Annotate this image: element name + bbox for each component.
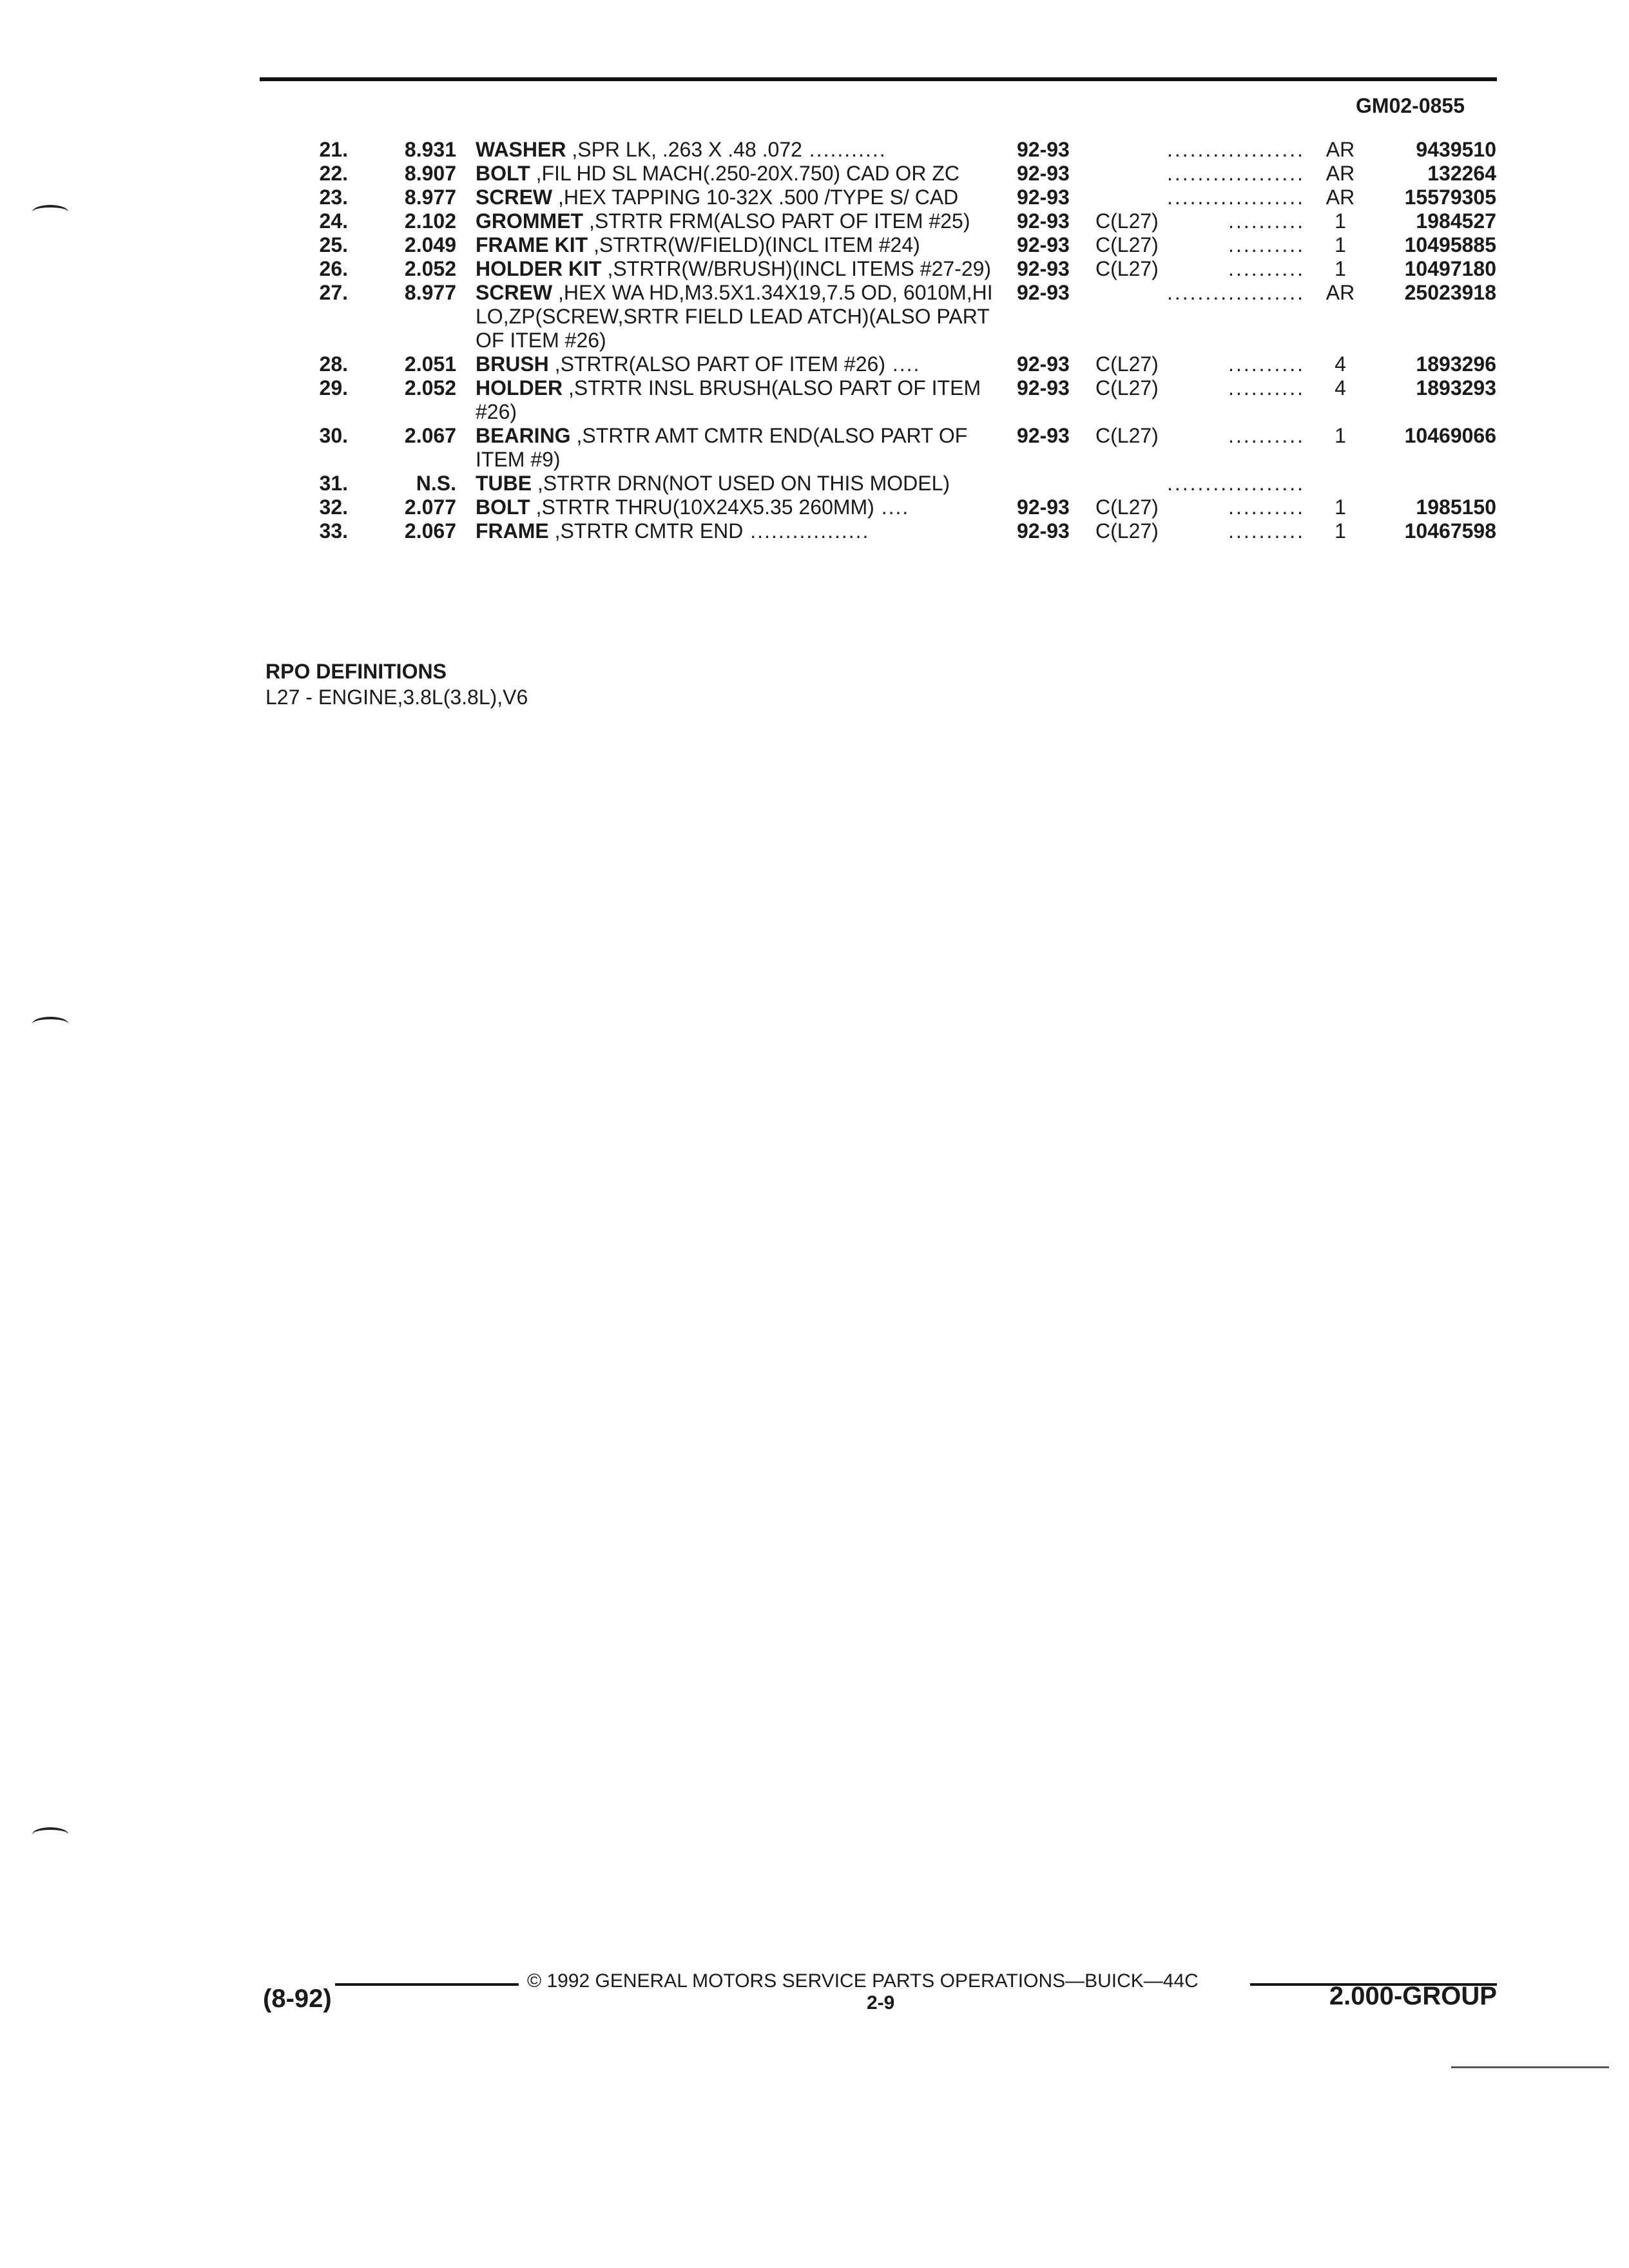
footer-page-number: 2-9 [867, 1992, 895, 2013]
leader-dots: ................. [743, 519, 870, 543]
part-description [476, 162, 1004, 186]
part-number: 1984527 [1416, 209, 1496, 233]
group-number: 2.051 [404, 352, 456, 376]
group-number: 8.907 [404, 162, 456, 185]
leader-dots: .................. [1166, 138, 1305, 161]
binder-hole-mark [32, 1827, 68, 1841]
item-number: 32. [319, 495, 348, 519]
item-number: 24. [319, 209, 348, 233]
leader-dots: .................. [1166, 162, 1305, 185]
part-description [476, 495, 1004, 519]
part-detail: ,FIL HD SL MACH(.250-20X.750) CAD OR ZC [530, 162, 959, 185]
group-number: 2.049 [404, 233, 456, 256]
group-number: 2.102 [404, 209, 456, 233]
parts-list [0, 138, 1629, 543]
model-years: 92-93 [1017, 138, 1070, 161]
part-description [476, 186, 1004, 209]
parts-row [0, 186, 1629, 209]
part-detail: ,STRTR(W/FIELD)(INCL ITEM #24) [588, 233, 920, 256]
leader-dots: .......... [1228, 352, 1305, 376]
item-number: 30. [319, 424, 348, 447]
leader-dots: .......... [1228, 519, 1305, 543]
parts-row [0, 209, 1629, 233]
group-number: 8.931 [404, 138, 456, 161]
model-years: 92-93 [1017, 162, 1070, 185]
item-number: 27. [319, 281, 348, 304]
parts-row [0, 233, 1629, 257]
parts-row [0, 162, 1629, 186]
group-number: 8.977 [404, 186, 456, 209]
part-detail: ,STRTR(W/BRUSH)(INCL ITEMS #27-29) [601, 257, 992, 280]
part-name: BOLT [476, 495, 530, 519]
leader-dots: ........... [802, 138, 887, 161]
quantity: 1 [1335, 519, 1346, 543]
part-number: 15579305 [1404, 186, 1496, 209]
part-description [476, 281, 1004, 352]
leader-dots: .... [885, 352, 921, 376]
quantity: 4 [1335, 376, 1346, 399]
part-number: 10497180 [1404, 257, 1496, 280]
quantity: AR [1325, 186, 1355, 209]
usage-code: C(L27) [1095, 352, 1159, 376]
item-number: 22. [319, 162, 348, 185]
part-detail: ,HEX WA HD,M3.5X1.34X19,7.5 OD, 6010M,HI LO,ZP(SCREW,SRTR FIELD LEAD ATCH)(ALSO PART OF ITEM #26) [476, 281, 993, 352]
group-number: 2.067 [404, 519, 456, 543]
group-number: 2.067 [404, 424, 456, 447]
parts-row [0, 257, 1629, 281]
part-name: GROMMET [476, 209, 584, 233]
model-years: 92-93 [1017, 233, 1070, 256]
part-name: TUBE [476, 472, 532, 495]
part-number: 1893293 [1416, 376, 1496, 399]
part-number: 1985150 [1416, 495, 1496, 519]
quantity: 1 [1335, 424, 1346, 447]
model-years: 92-93 [1017, 281, 1070, 304]
footer-copyright: © 1992 GENERAL MOTORS SERVICE PARTS OPERATIONS—BUICK—44C [527, 1970, 1199, 1992]
parts-row [0, 281, 1629, 352]
part-name: FRAME KIT [476, 233, 588, 256]
part-detail: ,STRTR DRN(NOT USED ON THIS MODEL) [532, 472, 950, 495]
leader-dots: .................. [1166, 281, 1305, 304]
leader-dots: .......... [1228, 257, 1305, 280]
quantity: AR [1325, 138, 1355, 161]
item-number: 28. [319, 352, 348, 376]
model-years: 92-93 [1017, 495, 1070, 519]
leader-dots: .................. [1166, 186, 1305, 209]
part-description [476, 138, 1004, 162]
parts-row [0, 376, 1629, 424]
part-number: 9439510 [1416, 138, 1496, 161]
part-number: 10467598 [1404, 519, 1496, 543]
usage-code: C(L27) [1095, 257, 1159, 280]
parts-row [0, 352, 1629, 376]
parts-row [0, 495, 1629, 519]
item-number: 23. [319, 186, 348, 209]
document-code: GM02-0855 [1356, 94, 1465, 117]
item-number: 25. [319, 233, 348, 256]
part-name: HOLDER KIT [476, 257, 602, 280]
part-detail: ,HEX TAPPING 10-32X .500 /TYPE S/ CAD [552, 186, 959, 209]
usage-code: C(L27) [1095, 424, 1159, 447]
part-number: 10469066 [1404, 424, 1496, 447]
part-name: HOLDER [476, 376, 563, 399]
leader-dots: .......... [1228, 424, 1305, 447]
part-description [476, 472, 1004, 495]
part-description [476, 519, 1004, 543]
model-years: 92-93 [1017, 209, 1070, 233]
part-description [476, 424, 1004, 472]
parts-row [0, 472, 1629, 495]
top-rule [260, 77, 1497, 81]
part-detail: ,STRTR INSL BRUSH(ALSO PART OF ITEM #26) [476, 376, 981, 423]
item-number: 31. [319, 472, 348, 495]
model-years: 92-93 [1017, 257, 1070, 280]
leader-dots: .......... [1228, 209, 1305, 233]
part-detail: ,STRTR(ALSO PART OF ITEM #26) [548, 352, 885, 376]
quantity: AR [1325, 281, 1355, 304]
item-number: 29. [319, 376, 348, 399]
leader-dots: .......... [1228, 495, 1305, 519]
model-years: 92-93 [1017, 519, 1070, 543]
group-number: 8.977 [404, 281, 456, 304]
leader-dots: .................. [1166, 472, 1305, 495]
group-number: 2.052 [404, 376, 456, 399]
part-number: 25023918 [1404, 281, 1496, 304]
usage-code: C(L27) [1095, 376, 1159, 399]
part-number: 132264 [1427, 162, 1496, 185]
part-name: WASHER [476, 138, 566, 161]
parts-row [0, 424, 1629, 472]
part-number: 1893296 [1416, 352, 1496, 376]
leader-dots: .......... [1228, 233, 1305, 256]
item-number: 33. [319, 519, 348, 543]
part-detail: ,STRTR CMTR END [548, 519, 744, 543]
leader-dots: .... [874, 495, 910, 519]
part-detail: ,STRTR THRU(10X24X5.35 260MM) [530, 495, 874, 519]
part-name: BOLT [476, 162, 530, 185]
quantity: 4 [1335, 352, 1346, 376]
footer-rule-left [335, 1983, 519, 1986]
parts-row [0, 519, 1629, 543]
footer-revision-date: (8-92) [263, 1984, 332, 2013]
quantity: 1 [1335, 233, 1346, 256]
part-number: 10495885 [1404, 233, 1496, 256]
rpo-definitions-heading: RPO DEFINITIONS [265, 660, 447, 683]
part-description [476, 209, 1004, 233]
part-description [476, 257, 1004, 281]
model-years: 92-93 [1017, 424, 1070, 447]
part-name: BEARING [476, 424, 571, 447]
quantity: 1 [1335, 257, 1346, 280]
group-number: N.S. [416, 472, 456, 495]
model-years: 92-93 [1017, 352, 1070, 376]
binder-hole-mark [32, 205, 68, 219]
group-number: 2.077 [404, 495, 456, 519]
model-years: 92-93 [1017, 376, 1070, 399]
usage-code: C(L27) [1095, 519, 1159, 543]
quantity: 1 [1335, 209, 1346, 233]
model-years: 92-93 [1017, 186, 1070, 209]
usage-code: C(L27) [1095, 495, 1159, 519]
group-number: 2.052 [404, 257, 456, 280]
part-detail: ,STRTR AMT CMTR END(ALSO PART OF ITEM #9) [476, 424, 968, 471]
item-number: 26. [319, 257, 348, 280]
quantity: AR [1325, 162, 1355, 185]
item-number: 21. [319, 138, 348, 161]
usage-code: C(L27) [1095, 233, 1159, 256]
part-detail: ,STRTR FRM(ALSO PART OF ITEM #25) [583, 209, 970, 233]
part-description [476, 233, 1004, 257]
leader-dots: .......... [1228, 376, 1305, 399]
part-description [476, 376, 1004, 424]
usage-code: C(L27) [1095, 209, 1159, 233]
part-name: FRAME [476, 519, 549, 543]
part-name: SCREW [476, 281, 553, 304]
part-detail: ,SPR LK, .263 X .48 .072 [566, 138, 802, 161]
part-name: BRUSH [476, 352, 549, 376]
part-name: SCREW [476, 186, 553, 209]
part-description [476, 352, 1004, 376]
rpo-definition: L27 - ENGINE,3.8L(3.8L),V6 [265, 686, 528, 709]
parts-row [0, 138, 1629, 162]
scan-edge-rule [1451, 2066, 1609, 2068]
quantity: 1 [1335, 495, 1346, 519]
footer-group-label: 2.000-GROUP [1329, 1982, 1497, 2010]
binder-hole-mark [32, 1017, 68, 1031]
